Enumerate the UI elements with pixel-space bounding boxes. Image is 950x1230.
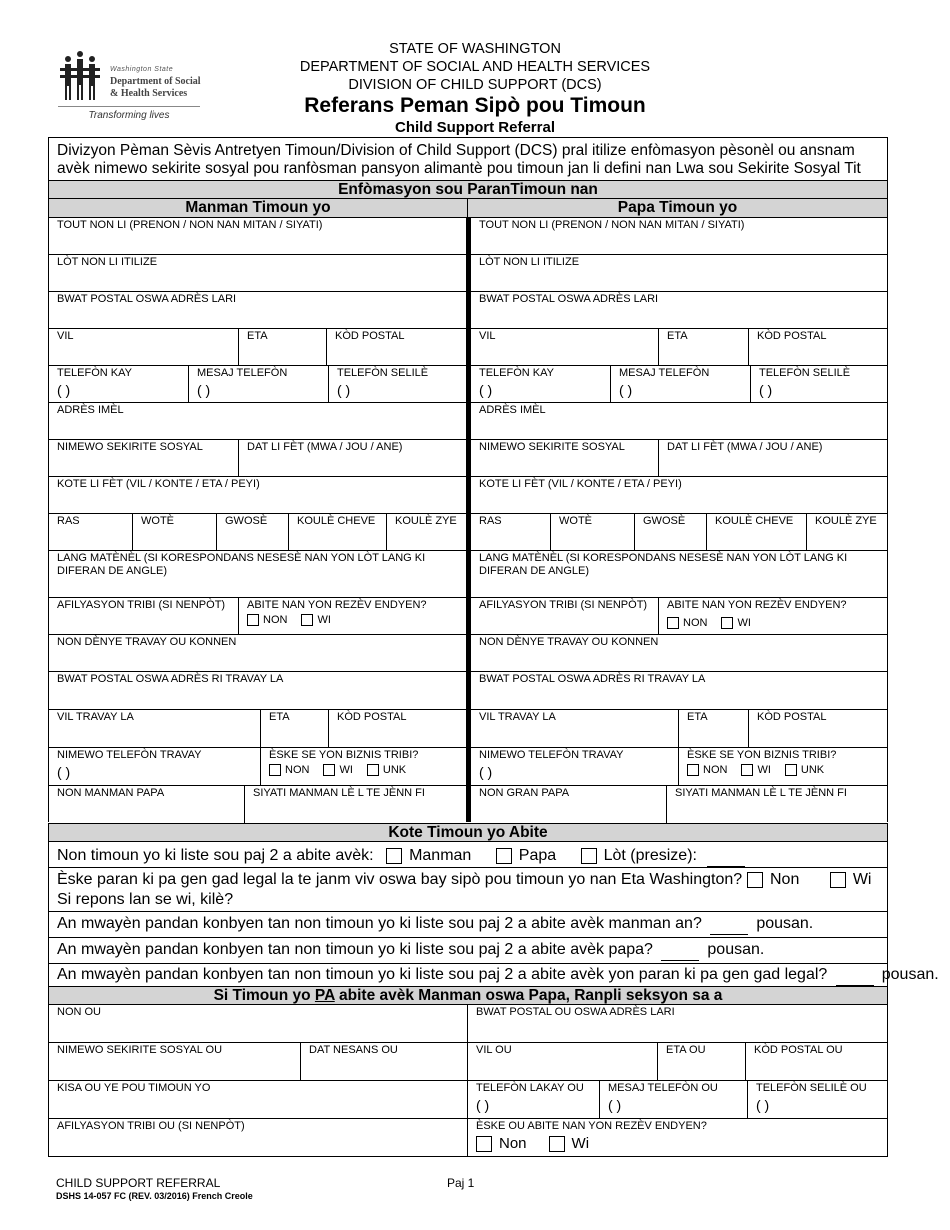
father-ssn-field[interactable] [471,440,659,476]
mother-biz-yes[interactable]: WI [323,764,352,777]
field-label: KOULÈ ZYE [395,515,457,527]
field-label: BWAT POSTAL OSWA ADRÈS RI TRAVAY LA [57,673,284,685]
field-label: LANG MATÈNÈL (SI KORESPONDANS NESESÈ NAN YON LÒT LANG KI DIFERAN DE ANGLE) [479,552,848,577]
field-label: MESAJ TELEFÒN [619,367,710,379]
checkbox[interactable] [667,617,679,629]
field-label: MESAJ TELEFÒN OU [608,1082,718,1094]
mother-city-field[interactable] [49,329,239,365]
field-label: DAT LI FÈT (MWA / JOU / ANE) [667,441,823,453]
mother-employer-zip-field[interactable] [329,710,466,747]
father-city-field[interactable] [471,329,659,365]
washington-yes-checkbox[interactable] [830,872,846,888]
father-reservation-field [659,598,887,634]
field-label: KOTE LI FÈT (VIL / KONTE / ETA / PEYI) [57,478,260,490]
caregiver-message-phone-field[interactable] [600,1081,748,1118]
checkbox[interactable] [301,614,313,626]
area-code: ( ) [197,382,211,398]
mother-employer-state-field[interactable] [261,710,329,747]
mother-state-field[interactable] [239,329,327,365]
checkbox[interactable] [323,764,335,776]
father-column-heading: Papa Timoun yo [468,199,888,218]
field-label: ETA [667,330,688,342]
caregiver-state-field[interactable] [658,1043,746,1080]
field-label: GWOSÈ [643,515,686,527]
mother-reservation-no[interactable]: NON [247,614,287,627]
checkbox[interactable] [721,617,733,629]
area-code: ( ) [479,764,493,780]
field-label: KOULÈ ZYE [815,515,877,527]
field-label: NIMEWO SEKIRITE SOSYAL OU [57,1044,223,1056]
residence-question-3: An mwayèn pandan konbyen tan non timoun yo ki liste sou paj 2 a abite avèk manman an? pousan. [48,912,888,938]
mother-hair-field[interactable] [289,514,387,550]
mother-mother-maiden-field[interactable] [245,786,466,824]
father-cell-phone-field[interactable] [751,366,887,402]
field-label: VIL [57,330,74,342]
field-label: WOTÈ [559,515,592,527]
caregiver-reservation-no-checkbox[interactable] [476,1136,492,1152]
field-label: ETA [687,711,708,723]
father-hair-field[interactable] [707,514,807,550]
logo-dept-text-2: & Health Services [110,88,188,99]
father-birthplace-field[interactable] [471,477,887,513]
mother-home-phone-field[interactable] [49,366,189,402]
field-label: NIMEWO SEKIRITE SOSYAL [57,441,203,453]
field-label: ÈSKE SE YON BIZNIS TRIBI? [687,749,837,761]
area-code: ( ) [479,382,493,398]
field-label: NIMEWO TELEFÒN TRAVAY [479,749,624,761]
mother-mailing-field[interactable] [49,292,466,328]
residence-question-4: An mwayèn pandan konbyen tan non timoun yo ki liste sou paj 2 a abite avèk papa? pousan. [48,938,888,964]
mother-biz-unk[interactable]: UNK [367,764,406,777]
field-label: RAS [479,515,502,527]
logo-dept-text: Department of Social [110,76,201,87]
field-label: VIL TRAVAY LA [479,711,556,723]
field-label: BWAT POSTAL OSWA ADRÈS LARI [479,293,659,305]
field-label: LANG MATÈNÈL (SI KORESPONDANS NESESÈ NAN YON LÒT LANG KI DIFERAN DE ANGLE) [57,552,426,577]
field-label: ADRÈS IMÈL [479,404,546,416]
field-label: ADRÈS IMÈL [57,404,124,416]
section-residence: Kote Timoun yo Abite [48,823,888,842]
logo-tagline: Transforming lives [88,110,170,121]
footer-form-title: CHILD SUPPORT REFERRAL [56,1176,221,1190]
father-height-field[interactable] [551,514,635,550]
father-mother-maiden-field[interactable] [667,786,887,824]
father-dob-field[interactable] [659,440,887,476]
mother-race-field[interactable] [49,514,133,550]
field-label: NIMEWO SEKIRITE SOSYAL [479,441,625,453]
area-code: ( ) [57,764,71,780]
field-label: GWOSÈ [225,515,268,527]
mother-employer-field[interactable] [49,635,466,671]
field-label: SIYATI MANMAN LÈ L TE JÈNN FI [253,787,425,799]
father-reservation-no[interactable]: NON [667,617,707,630]
father-employer-field[interactable] [471,635,887,671]
checkbox[interactable] [741,764,753,776]
dshs-logo [58,50,200,126]
field-label: NON OU [57,1006,101,1018]
father-fields [468,218,888,822]
father-home-phone-field[interactable] [471,366,611,402]
field-label: TOUT NON LI (PRENON / NON NAN MITAN / SIYATI) [57,219,323,231]
washington-no-checkbox[interactable] [747,872,763,888]
mother-weight-field[interactable] [217,514,289,550]
residence-question-1: Non timoun yo ki liste sou paj 2 a abite avèk: Manman Papa Lòt (presize): [48,842,888,868]
father-eye-field[interactable] [807,514,887,550]
section-parent-info: Enfòmasyon sou ParanTimoun nan [48,180,888,199]
field-label: TELEFÒN LAKAY OU [476,1082,584,1094]
caregiver-zip-field[interactable] [746,1043,887,1080]
father-percent-blank[interactable] [661,940,699,961]
nonparent-percent-blank[interactable] [836,965,874,986]
field-label: WOTÈ [141,515,174,527]
father-state-field[interactable] [659,329,749,365]
field-label: ETA [247,330,268,342]
live-with-father-checkbox[interactable] [496,848,512,864]
caregiver-home-phone-field[interactable] [468,1081,600,1118]
washington-when-question: Si repons lan se wi, kilè? [57,891,234,908]
field-label: NON MANMAN PAPA [57,787,165,799]
caregiver-city-field[interactable] [468,1043,658,1080]
mother-email-field[interactable] [49,403,466,439]
mother-language-field[interactable] [49,551,466,597]
residence-question-2: Èske paran ki pa gen gad legal la te janm viv oswa bay sipò pou timoun yo nan Eta Washington? Non Wi Si repons lan se wi, kilè? [48,868,888,912]
field-label: TELEFÒN KAY [57,367,132,379]
field-label: KÒD POSTAL OU [754,1044,843,1056]
field-label: NON GRAN PAPA [479,787,570,799]
field-label: TELEFÒN SELILÈ [337,367,429,379]
mother-birthplace-field[interactable] [49,477,466,513]
header-division: DIVISION OF CHILD SUPPORT (DCS) [348,77,602,93]
mother-ssn-field[interactable] [49,440,239,476]
father-grandfather-name-field[interactable] [471,786,667,824]
field-label: RAS [57,515,80,527]
checkbox[interactable] [367,764,379,776]
field-label: VIL [479,330,496,342]
mother-percent-blank[interactable] [710,914,748,935]
father-employer-address-field[interactable] [471,672,887,709]
field-label: AFILYASYON TRIBI (SI NENPÒT) [57,599,226,611]
field-label: KOTE LI FÈT (VIL / KONTE / ETA / PEYI) [479,478,682,490]
field-label: BWAT POSTAL OSWA ADRÈS RI TRAVAY LA [479,673,706,685]
field-label: TELEFÒN SELILÈ OU [756,1082,867,1094]
mother-other-names-field[interactable] [49,255,466,291]
field-label: DAT LI FÈT (MWA / JOU / ANE) [247,441,403,453]
field-label: KÒD POSTAL [757,711,827,723]
area-code: ( ) [619,382,633,398]
field-label: KISA OU YE POU TIMOUN YO [57,1082,211,1094]
caregiver-cell-phone-field[interactable] [748,1081,887,1118]
area-code: ( ) [608,1097,622,1113]
area-code: ( ) [476,1097,490,1113]
caregiver-name-field[interactable] [49,1005,467,1042]
logo-state-text: Washington State [110,66,174,73]
field-label: ÈSKE SE YON BIZNIS TRIBI? [269,749,419,761]
page-title: Referans Peman Sipò pou Timoun [304,94,646,117]
field-label: DAT NESANS OU [309,1044,398,1056]
field-label: ÈSKE OU ABITE NAN YON REZÈV ENDYEN? [476,1120,707,1132]
father-language-field[interactable] [471,551,887,597]
mother-reservation-yes[interactable]: WI [301,614,330,627]
area-code: ( ) [337,382,351,398]
field-label: SIYATI MANMAN LÈ L TE JÈNN FI [675,787,847,799]
mother-eye-field[interactable] [387,514,466,550]
residence-question-5: An mwayèn pandan konbyen tan non timoun yo ki liste sou paj 2 a abite avèk yon paran ki pa gen gad legal? pousan. [48,964,888,987]
field-label: LÒT NON LI ITILIZE [57,256,158,268]
mother-tribal-business-field [261,748,466,785]
mother-full-name-field[interactable] [49,218,466,254]
mother-fields [48,218,468,822]
mother-message-phone-field[interactable] [189,366,329,402]
father-race-field[interactable] [471,514,551,550]
mother-column-heading: Manman Timoun yo [48,199,468,218]
live-with-mother-checkbox[interactable] [386,848,402,864]
field-label: KÒD POSTAL [757,330,827,342]
father-zip-field[interactable] [749,329,887,365]
father-full-name-field[interactable] [471,218,887,254]
father-biz-yes[interactable]: WI [741,764,770,777]
mother-employer-address-field[interactable] [49,672,466,709]
father-email-field[interactable] [471,403,887,439]
caregiver-ssn-field[interactable] [49,1043,301,1080]
mother-father-name-field[interactable] [49,786,245,824]
checkbox[interactable] [269,764,281,776]
field-label: ETA OU [666,1044,706,1056]
father-mailing-field[interactable] [471,292,887,328]
mother-dob-field[interactable] [239,440,466,476]
father-work-phone-field[interactable] [471,748,679,785]
area-code: ( ) [759,382,773,398]
father-employer-state-field[interactable] [679,710,749,747]
father-tribal-business-field [679,748,887,785]
field-label: KOULÈ CHEVE [715,515,794,527]
field-label: NON DÈNYE TRAVAY OU KONNEN [57,636,237,648]
mother-height-field[interactable] [133,514,217,550]
father-biz-no[interactable]: NON [687,764,727,777]
caregiver-relationship-field[interactable] [49,1081,467,1118]
field-label: VIL TRAVAY LA [57,711,134,723]
caregiver-right-fields [468,1005,888,1157]
caregiver-mailing-field[interactable] [468,1005,887,1042]
footer-page-number: Paj 1 [447,1176,475,1190]
field-label: BWAT POSTAL OSWA ADRÈS LARI [57,293,237,305]
field-label: NIMEWO TELEFÒN TRAVAY [57,749,202,761]
checkbox[interactable] [247,614,259,626]
footer-form-number: DSHS 14-057 FC (REV. 03/2016) French Creole [56,1191,253,1201]
caregiver-reservation-field: ÈSKE OU ABITE NAN YON REZÈV ENDYEN? Non Wi [476,1120,707,1152]
checkbox[interactable] [687,764,699,776]
field-label: BWAT POSTAL OU OSWA ADRÈS LARI [476,1006,675,1018]
field-label: KÒD POSTAL [337,711,407,723]
caregiver-tribal-field[interactable] [49,1119,467,1156]
section-living-with-other: Si Timoun yo PA abite avèk Manman oswa Papa, Ranpli seksyon sa a [48,986,888,1005]
field-label: KOULÈ CHEVE [297,515,376,527]
field-label: ETA [269,711,290,723]
field-label: LÒT NON LI ITILIZE [479,256,580,268]
field-label: NON DÈNYE TRAVAY OU KONNEN [479,636,659,648]
father-other-names-field[interactable] [471,255,887,291]
field-label: AFILYASYON TRIBI OU (SI NENPÒT) [57,1120,245,1132]
field-label: VIL OU [476,1044,512,1056]
mother-tribal-field[interactable] [49,598,239,634]
field-label: TELEFÒN KAY [479,367,554,379]
logo-divider [58,106,200,107]
father-tribal-field[interactable] [471,598,659,634]
mother-cell-phone-field[interactable] [329,366,466,402]
other-specify-blank[interactable] [707,846,745,867]
intro-notice: Divizyon Pèman Sèvis Antretyen Timoun/Division of Child Support (DCS) pral itilize enfòmasyon pèsonèl ou ansnam avèk nimewo sekirite sosyal pou ranfòsman pansyon alimantè pou timoun jan li defini nan Lwa sou Sekirite Sosyal Tit [48,137,888,180]
field-label: AFILYASYON TRIBI (SI NENPÒT) [479,599,648,611]
field-label: ABITE NAN YON REZÈV ENDYEN? [247,599,427,611]
caregiver-left-fields [48,1005,468,1157]
live-with-other-checkbox[interactable] [581,848,597,864]
field-label: KÒD POSTAL [335,330,405,342]
father-biz-unk[interactable]: UNK [785,764,824,777]
father-reservation-yes[interactable]: WI [721,617,750,630]
family-figures-icon [58,50,102,102]
caregiver-reservation-yes-checkbox[interactable] [549,1136,565,1152]
mother-zip-field[interactable] [327,329,466,365]
page-subtitle: Child Support Referral [394,119,555,136]
mother-employer-city-field[interactable] [49,710,261,747]
father-weight-field[interactable] [635,514,707,550]
caregiver-dob-field[interactable] [301,1043,467,1080]
father-employer-city-field[interactable] [471,710,679,747]
header-state: STATE OF WASHINGTON [389,41,561,57]
field-label: TOUT NON LI (PRENON / NON NAN MITAN / SIYATI) [479,219,745,231]
mother-biz-no[interactable]: NON [269,764,309,777]
field-label: MESAJ TELEFÒN [197,367,288,379]
field-label: TELEFÒN SELILÈ [759,367,851,379]
checkbox[interactable] [785,764,797,776]
mother-reservation-field [239,598,466,634]
mother-work-phone-field[interactable] [49,748,261,785]
father-employer-zip-field[interactable] [749,710,887,747]
area-code: ( ) [57,382,71,398]
area-code: ( ) [756,1097,770,1113]
father-message-phone-field[interactable] [611,366,751,402]
header-department: DEPARTMENT OF SOCIAL AND HEALTH SERVICES [299,59,651,75]
field-label: ABITE NAN YON REZÈV ENDYEN? [667,599,847,611]
